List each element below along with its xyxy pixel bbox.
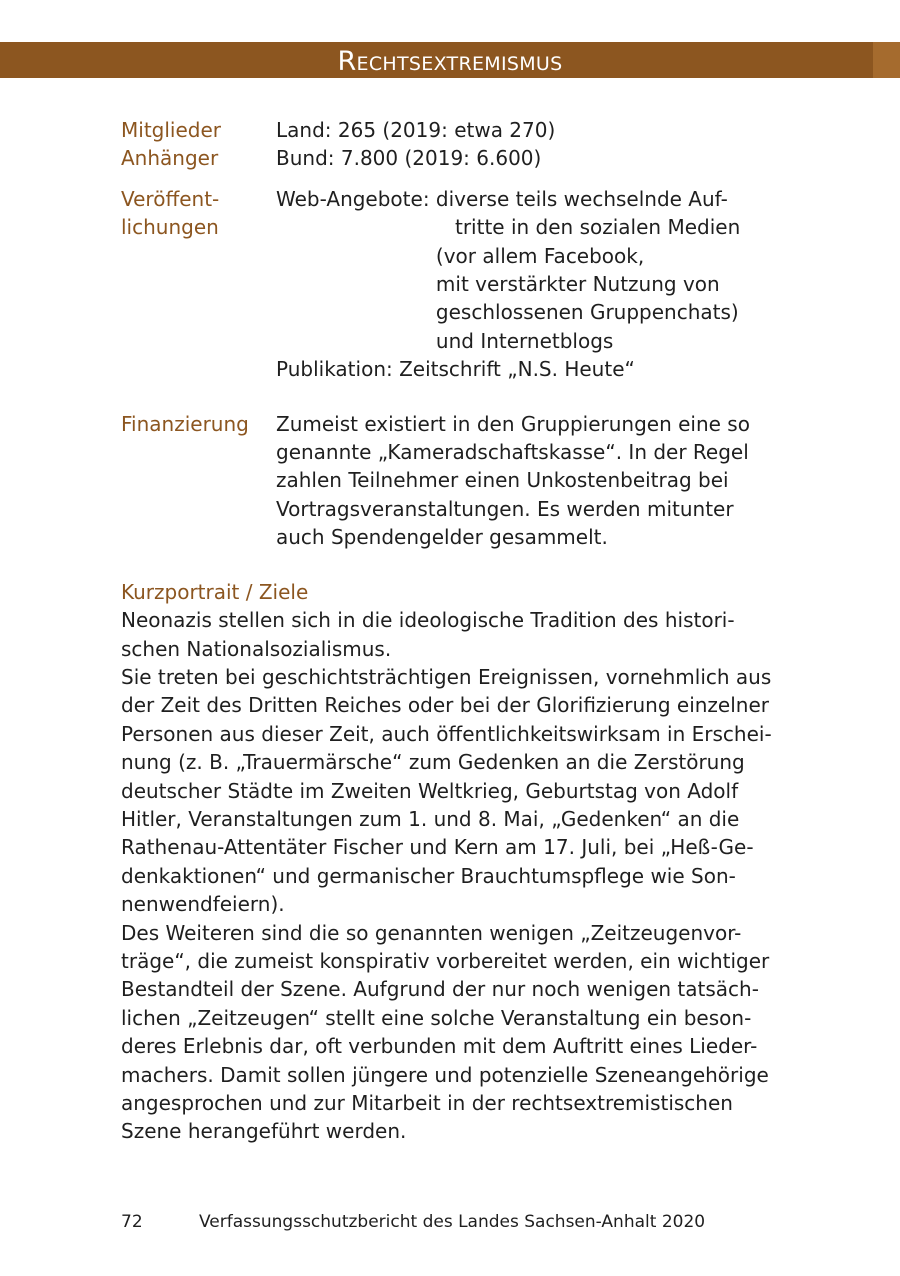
web-line: mit verstärkter Nutzung von [435, 272, 720, 297]
financing-line: genannte „Kameradschaftskasse“. In der Regel [276, 440, 749, 465]
publication-line: Publikation: Zeitschrift „N.S. Heute“ [276, 357, 635, 382]
chapter-title: Rechtsextremismus [337, 46, 563, 77]
web-line: tritte in den sozialen Medien [435, 215, 741, 240]
body-line: Bestandteil der Szene. Aufgrund der nur noch wenigen tatsäch- [121, 977, 759, 1002]
body-line: Szene herangeführt werden. [121, 1119, 407, 1144]
body-line: nung (z. B. „Trauermärsche“ zum Gedenken an die Zerstörung [121, 750, 745, 775]
web-offers [276, 185, 801, 355]
members-values [276, 116, 801, 173]
body-line: Des Weiteren sind die so genannten wenigen „Zeitzeugenvor- [121, 920, 742, 945]
members-label [121, 116, 276, 173]
financing-text [276, 410, 801, 552]
body-line: lichen „Zeitzeugen“ stellt eine solche Veranstaltung ein beson- [121, 1005, 752, 1030]
body-line: Hitler, Veranstaltungen zum 1. und 8. Mai, „Gedenken“ an die [121, 806, 740, 831]
web-offers-lines [436, 185, 801, 355]
web-line: (vor allem Facebook, [435, 243, 645, 268]
members-bund-value: Bund: 7.800 (2019: 6.600) [276, 146, 542, 171]
publications-label-line2: lichungen [121, 215, 219, 240]
members-label-line: Mitglieder [121, 118, 221, 142]
web-line: geschlossenen Gruppenchats) [435, 300, 739, 325]
financing-line: Vortragsveranstaltungen. Es werden mitunter [276, 496, 734, 521]
body-line: nenwendfeiern). [121, 892, 285, 917]
body-line: deres Erlebnis dar, oft verbunden mit dem Auftritt eines Lieder- [121, 1034, 758, 1059]
financing-line: zahlen Teilnehmer einen Unkostenbeitrag bei [276, 468, 729, 493]
body-line: machers. Damit sollen jüngere und potenzielle Szeneangehörige [121, 1062, 769, 1087]
financing-line: Zumeist existiert in den Gruppierungen eine so [276, 411, 750, 436]
page-number: 72 [121, 1212, 143, 1232]
footer-text: Verfassungsschutzbericht des Landes Sachsen-Anhalt 2020 [199, 1212, 706, 1232]
body-line: Rathenau-Attentäter Fischer und Kern am 17. Juli, bei „Heß-Ge- [121, 835, 754, 860]
web-line: diverse teils wechselnde Auf- [435, 186, 728, 211]
chapter-header-bar [0, 42, 900, 78]
publications-values [276, 185, 801, 384]
web-offers-key: Web-Angebote: [276, 186, 436, 211]
publications-label-line1: Veröffent- [121, 186, 220, 211]
portrait-section [121, 578, 801, 1146]
body-line: Neonazis stellen sich in die ideologische Tradition des histori- [121, 608, 735, 633]
body-line: denkaktionen“ und germanischer Brauchtumspflege wie Son- [121, 863, 736, 888]
body-line: Sie treten bei geschichtsträchtigen Ereignissen, vornehmlich aus [121, 664, 772, 689]
publications-row [121, 185, 801, 384]
body-line: der Zeit des Dritten Reiches oder bei der Glorifizierung einzelner [121, 693, 769, 718]
body-line: Personen aus dieser Zeit, auch öffentlichkeitswirksam in Erschei- [121, 721, 772, 746]
financing-line: auch Spendengelder gesammelt. [276, 525, 608, 550]
page-footer [121, 1212, 705, 1232]
body-line: deutscher Städte im Zweiten Weltkrieg, Geburtstag von Adolf [121, 778, 739, 803]
portrait-body [121, 606, 801, 1146]
members-land-value: Land: 265 (2019: etwa 270) [276, 118, 556, 142]
body-line: angesprochen und zur Mitarbeit in der rechtsextremistischen [121, 1091, 733, 1115]
web-line: und Internetblogs [435, 328, 614, 353]
chapter-tab-marker [873, 42, 900, 78]
financing-label: Finanzierung [121, 411, 249, 436]
body-line: träge“, die zumeist konspirativ vorbereitet werden, ein wichtiger [121, 948, 770, 973]
financing-row [121, 410, 801, 552]
members-row [121, 116, 801, 173]
publications-label [121, 185, 276, 384]
body-line: schen Nationalsozialismus. [121, 636, 392, 661]
supporters-label-line: Anhänger [121, 146, 219, 171]
portrait-heading: Kurzportrait / Ziele [121, 579, 309, 604]
page-content [121, 116, 801, 1146]
